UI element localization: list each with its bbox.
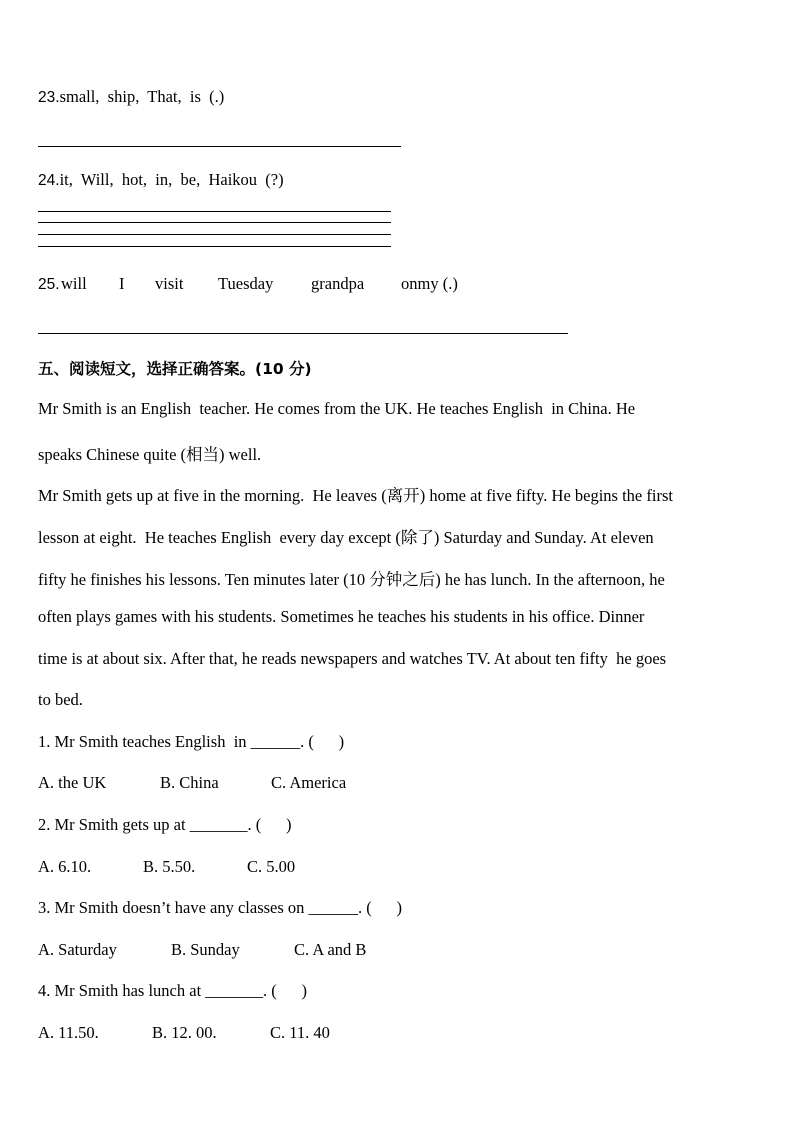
passage-line: Mr Smith gets up at five in the morning. He leaves (离开) home at five fifty. He begins the first: [38, 486, 673, 505]
answer-line[interactable]: [38, 222, 391, 223]
section-title: 五、阅读短文，选择正确答案。(10 分): [38, 360, 312, 378]
question-24: [38, 170, 284, 190]
reading-question-1[interactable]: 1. Mr Smith teaches English in ______. ( ): [38, 732, 345, 751]
question-words: small, ship, That, is (.): [59, 87, 225, 106]
reading-question-2[interactable]: 2. Mr Smith gets up at _______. ( ): [38, 815, 292, 834]
option-b[interactable]: B. 12. 00.: [152, 1023, 217, 1042]
option-a[interactable]: A. 11.50.: [38, 1023, 99, 1042]
option-a[interactable]: A. 6.10.: [38, 857, 92, 876]
option-b[interactable]: B. Sunday: [171, 940, 240, 959]
option-a[interactable]: A. the UK: [38, 773, 107, 792]
question-number: 25.: [38, 276, 60, 293]
option-b[interactable]: B. China: [160, 773, 219, 792]
passage-line: time is at about six. After that, he reads newspapers and watches TV. At about ten fifty he goes: [38, 649, 667, 668]
question-words: it, Will, hot, in, be, Haikou (?): [59, 170, 284, 189]
reading-question-4[interactable]: 4. Mr Smith has lunch at _______. ( ): [38, 981, 308, 1000]
option-c[interactable]: C. 11. 40: [270, 1023, 330, 1042]
word-tile: I: [119, 274, 125, 293]
question-25: [38, 274, 60, 294]
option-a[interactable]: A. Saturday: [38, 940, 117, 959]
passage-line: speaks Chinese quite (相当) well.: [38, 445, 262, 464]
word-tile: visit: [155, 274, 184, 293]
passage-line: often plays games with his students. Sometimes he teaches his students in his office. Dinner: [38, 607, 645, 626]
word-tile: will: [61, 274, 87, 293]
answer-line[interactable]: [38, 146, 401, 147]
reading-question-3[interactable]: 3. Mr Smith doesn’t have any classes on ______. ( ): [38, 898, 403, 917]
passage-line: lesson at eight. He teaches English every day except (除了) Saturday and Sunday. At eleven: [38, 528, 654, 547]
question-number: 23.: [38, 89, 60, 106]
question-number: 24.: [38, 172, 60, 189]
option-c[interactable]: C. 5.00: [247, 857, 296, 876]
option-b[interactable]: B. 5.50.: [143, 857, 196, 876]
passage-line: fifty he finishes his lessons. Ten minutes later (10 分钟之后) he has lunch. In the afternoon, he: [38, 570, 665, 589]
passage-line: to bed.: [38, 690, 83, 709]
word-tile: grandpa: [311, 274, 365, 293]
answer-line[interactable]: [38, 211, 391, 212]
answer-line[interactable]: [38, 234, 391, 235]
option-c[interactable]: C. A and B: [294, 940, 367, 959]
word-tile: Tuesday: [218, 274, 274, 293]
answer-line[interactable]: [38, 333, 568, 334]
word-tile: onmy (.): [401, 274, 458, 293]
question-23: [38, 87, 224, 107]
answer-line[interactable]: [38, 246, 391, 247]
passage-line: Mr Smith is an English teacher. He comes from the UK. He teaches English in China. He: [38, 399, 636, 418]
option-c[interactable]: C. America: [271, 773, 347, 792]
